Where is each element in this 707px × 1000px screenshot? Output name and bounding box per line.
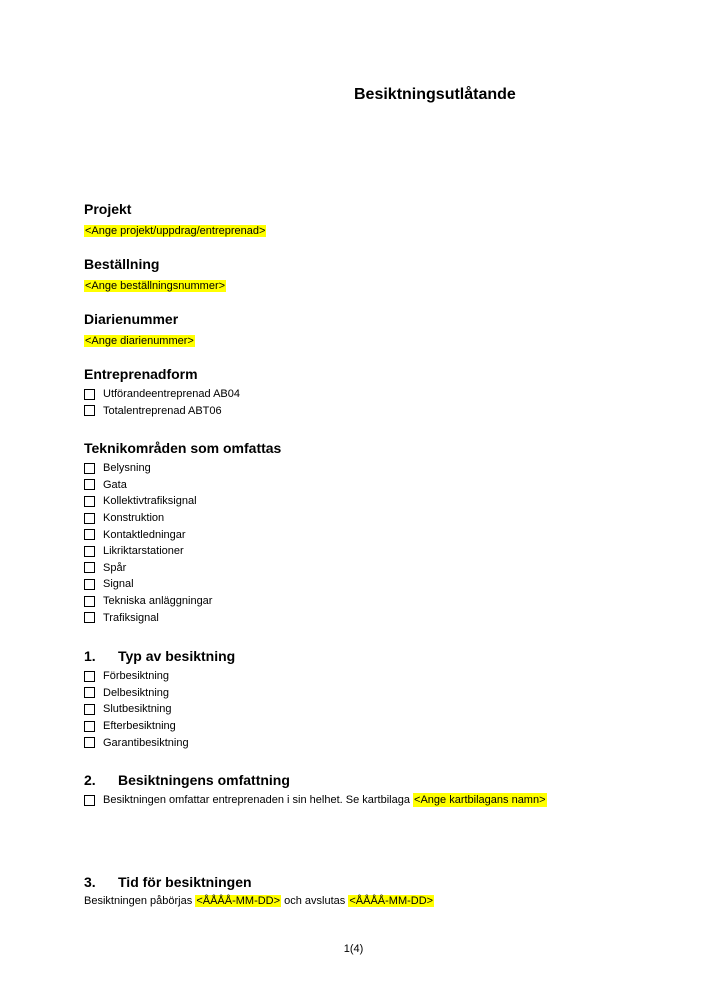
project-placeholder[interactable]: <Ange projekt/uppdrag/entreprenad> (85, 225, 266, 237)
checkbox-label: Likriktarstationer (103, 545, 184, 558)
checkbox[interactable] (84, 389, 95, 400)
checkbox-item (84, 609, 281, 626)
timing-section (84, 874, 434, 909)
section-title: Tid för besiktningen (118, 874, 252, 890)
checkbox-item (84, 526, 281, 543)
checkbox-label: Belysning (103, 462, 151, 475)
checkbox[interactable] (84, 513, 95, 524)
checkbox-item (84, 493, 281, 510)
checkbox-label: Efterbesiktning (103, 720, 176, 733)
document-title: Besiktningsutlåtande (354, 86, 516, 103)
section-number: 1. (84, 648, 96, 664)
checkbox-label: Slutbesiktning (103, 703, 172, 716)
checkbox-item (84, 701, 235, 718)
checkbox[interactable] (84, 546, 95, 557)
checkbox-label: Konstruktion (103, 512, 165, 525)
checkbox[interactable] (84, 795, 95, 806)
scope-section (84, 772, 547, 809)
checkbox-item (84, 403, 240, 420)
checkbox-item (84, 386, 240, 403)
tech-areas-heading: Teknikområden som omfattas (84, 440, 282, 456)
scope-list (84, 792, 547, 809)
inspection-type-section (84, 648, 235, 751)
checkbox[interactable] (84, 612, 95, 623)
checkbox[interactable] (84, 596, 95, 607)
project-section (84, 201, 266, 239)
checkbox-item (84, 477, 281, 494)
project-heading: Projekt (84, 201, 132, 217)
registry-heading: Diarienummer (84, 311, 179, 327)
end-date-placeholder[interactable]: <ÅÅÅÅ-MM-DD> (349, 895, 434, 907)
checkbox[interactable] (84, 463, 95, 474)
checkbox[interactable] (84, 579, 95, 590)
order-section (84, 256, 226, 294)
tech-areas-section (84, 440, 281, 626)
section-title: Typ av besiktning (118, 648, 236, 664)
section-number: 3. (84, 874, 96, 890)
order-placeholder[interactable]: <Ange beställningsnummer> (85, 280, 226, 292)
contract-form-list (84, 386, 240, 419)
checkbox-label: Signal (103, 578, 134, 591)
checkbox[interactable] (84, 704, 95, 715)
registry-placeholder[interactable]: <Ange diarienummer> (85, 335, 194, 347)
registry-section (84, 311, 195, 349)
contract-form-section (84, 366, 240, 419)
section-title: Besiktningens omfattning (118, 772, 290, 788)
timing-text (84, 894, 434, 909)
checkbox-label: Gata (103, 478, 127, 491)
checkbox-item (84, 685, 235, 702)
timing-start-label: Besiktningen påbörjas (84, 895, 193, 907)
checkbox-label: Kontaktledningar (103, 528, 186, 541)
checkbox[interactable] (84, 562, 95, 573)
checkbox-label: Besiktningen omfattar entreprenaden i sin helhet. Se kartbilaga (103, 794, 410, 807)
checkbox-item (84, 668, 235, 685)
checkbox-item (84, 718, 235, 735)
section-number: 2. (84, 772, 96, 788)
tech-areas-list (84, 460, 281, 626)
checkbox-label: Spår (103, 561, 127, 574)
timing-heading (84, 874, 434, 891)
start-date-placeholder[interactable]: <ÅÅÅÅ-MM-DD> (196, 895, 281, 907)
order-heading: Beställning (84, 256, 160, 272)
checkbox-item (84, 593, 281, 610)
checkbox[interactable] (84, 737, 95, 748)
checkbox-label: Totalentreprenad ABT06 (103, 404, 222, 417)
checkbox-item (84, 543, 281, 560)
scope-heading (84, 772, 547, 789)
checkbox[interactable] (84, 671, 95, 682)
map-attachment-placeholder[interactable]: <Ange kartbilagans namn> (414, 794, 546, 807)
checkbox-item (84, 560, 281, 577)
checkbox-label: Garantibesiktning (103, 736, 189, 749)
checkbox-label: Trafiksignal (103, 611, 159, 624)
checkbox-item (84, 576, 281, 593)
checkbox-label: Utförandeentreprenad AB04 (103, 388, 240, 401)
contract-form-heading: Entreprenadform (84, 366, 198, 382)
inspection-type-list (84, 668, 235, 751)
checkbox[interactable] (84, 496, 95, 507)
checkbox[interactable] (84, 405, 95, 416)
checkbox-item (84, 460, 281, 477)
checkbox-label: Kollektivtrafiksignal (103, 495, 197, 508)
page-number: 1(4) (343, 943, 364, 955)
checkbox[interactable] (84, 529, 95, 540)
timing-end-label: och avslutas (284, 895, 346, 907)
checkbox[interactable] (84, 721, 95, 732)
checkbox-label: Förbesiktning (103, 670, 170, 683)
checkbox-item (84, 510, 281, 527)
inspection-type-heading (84, 648, 235, 665)
checkbox-label: Delbesiktning (103, 686, 170, 699)
checkbox[interactable] (84, 479, 95, 490)
checkbox[interactable] (84, 687, 95, 698)
checkbox-item (84, 734, 235, 751)
checkbox-item (84, 792, 547, 809)
checkbox-label: Tekniska anläggningar (103, 595, 213, 608)
